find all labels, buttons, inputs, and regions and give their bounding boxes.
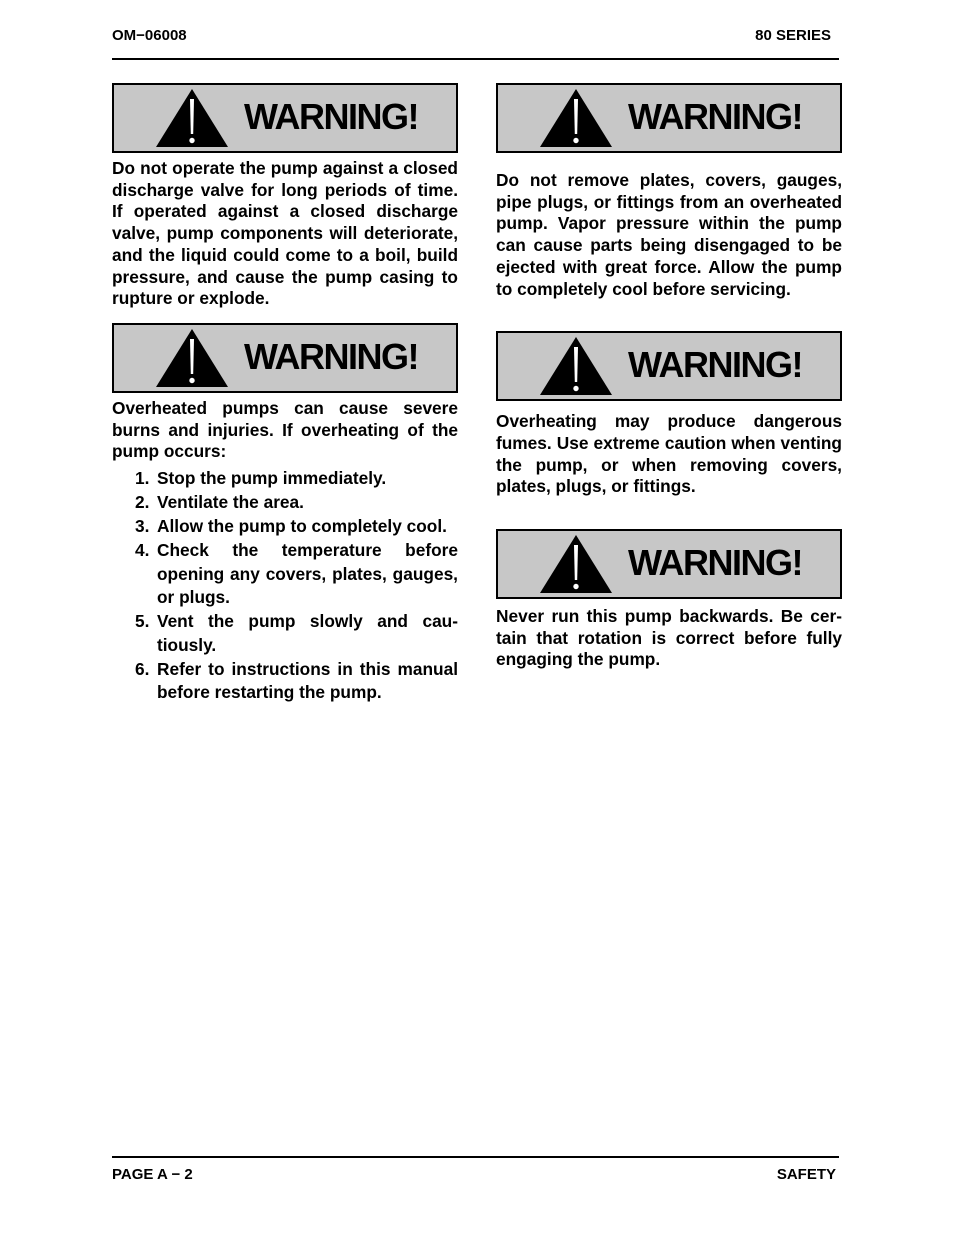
list-item: 4. Check the temperature before opening any covers, plates, gauges, or plugs. bbox=[135, 540, 458, 608]
warning-banner bbox=[496, 83, 842, 153]
warning-banner bbox=[496, 331, 842, 401]
warning-text-overheated-parts: Do not remove plates, covers, gauges, pipe plugs, or fittings from an overheated pump. Vapor pressure within the pump can cause parts being disengaged to be ejected with great force. Allow the pump to completely cool before servicing. bbox=[496, 170, 842, 299]
warning-triangle-icon bbox=[539, 534, 613, 594]
list-item: 1. Stop the pump immediately. bbox=[135, 468, 387, 489]
warning-title: WARNING! bbox=[244, 335, 418, 377]
warning-triangle-icon bbox=[539, 88, 613, 148]
section-label: SAFETY bbox=[776, 1166, 836, 1183]
list-item: 6. Refer to instructions in this manual before restarting the pump. bbox=[135, 658, 458, 703]
footer-rule bbox=[112, 1156, 839, 1158]
warning-triangle-icon bbox=[539, 336, 613, 396]
warning-text-rotation: Never run this pump backwards. Be certain that rotation is correct before fully engaging the pump. bbox=[496, 606, 842, 670]
warning-title: WARNING! bbox=[628, 96, 802, 137]
series-label: 80 SERIES bbox=[755, 27, 831, 44]
warning-banner bbox=[112, 83, 458, 153]
warning-title: WARNING! bbox=[244, 96, 418, 137]
warning-banner bbox=[496, 529, 842, 599]
right-column bbox=[496, 83, 842, 671]
warning-triangle-icon bbox=[155, 328, 229, 388]
warning-text-overheated-pumps: Overheated pumps can cause severe burns and injuries. If overheating of the pump occurs: bbox=[112, 397, 458, 462]
warning-title: WARNING! bbox=[628, 344, 802, 386]
doc-number: OM−06008 bbox=[112, 27, 187, 44]
list-item: 3. Allow the pump to completely cool. bbox=[135, 516, 447, 537]
overheating-steps-list bbox=[112, 467, 458, 705]
warning-triangle-icon bbox=[155, 88, 229, 148]
list-item: 2. Ventilate the area. bbox=[135, 492, 304, 513]
list-item: 5. Vent the pump slowly and cautiously. bbox=[135, 611, 458, 655]
warning-title: WARNING! bbox=[628, 542, 802, 584]
page-number: PAGE A − 2 bbox=[112, 1166, 193, 1183]
warning-banner bbox=[112, 323, 458, 393]
warning-text-discharge-valve: Do not operate the pump against a closed discharge valve for long periods of time. If operated against a closed discharge valve, pump components will deteriorate, and the liquid could come to a boil, build pressure, and cause the pump casing to rupture or explode. bbox=[112, 158, 458, 309]
left-column bbox=[112, 83, 458, 705]
header-rule bbox=[112, 58, 839, 60]
warning-text-fumes: Overheating may produce dangerous fumes. Use extreme caution when venting the pump, or when removing covers, plates, plugs, or fittings. bbox=[496, 411, 842, 497]
